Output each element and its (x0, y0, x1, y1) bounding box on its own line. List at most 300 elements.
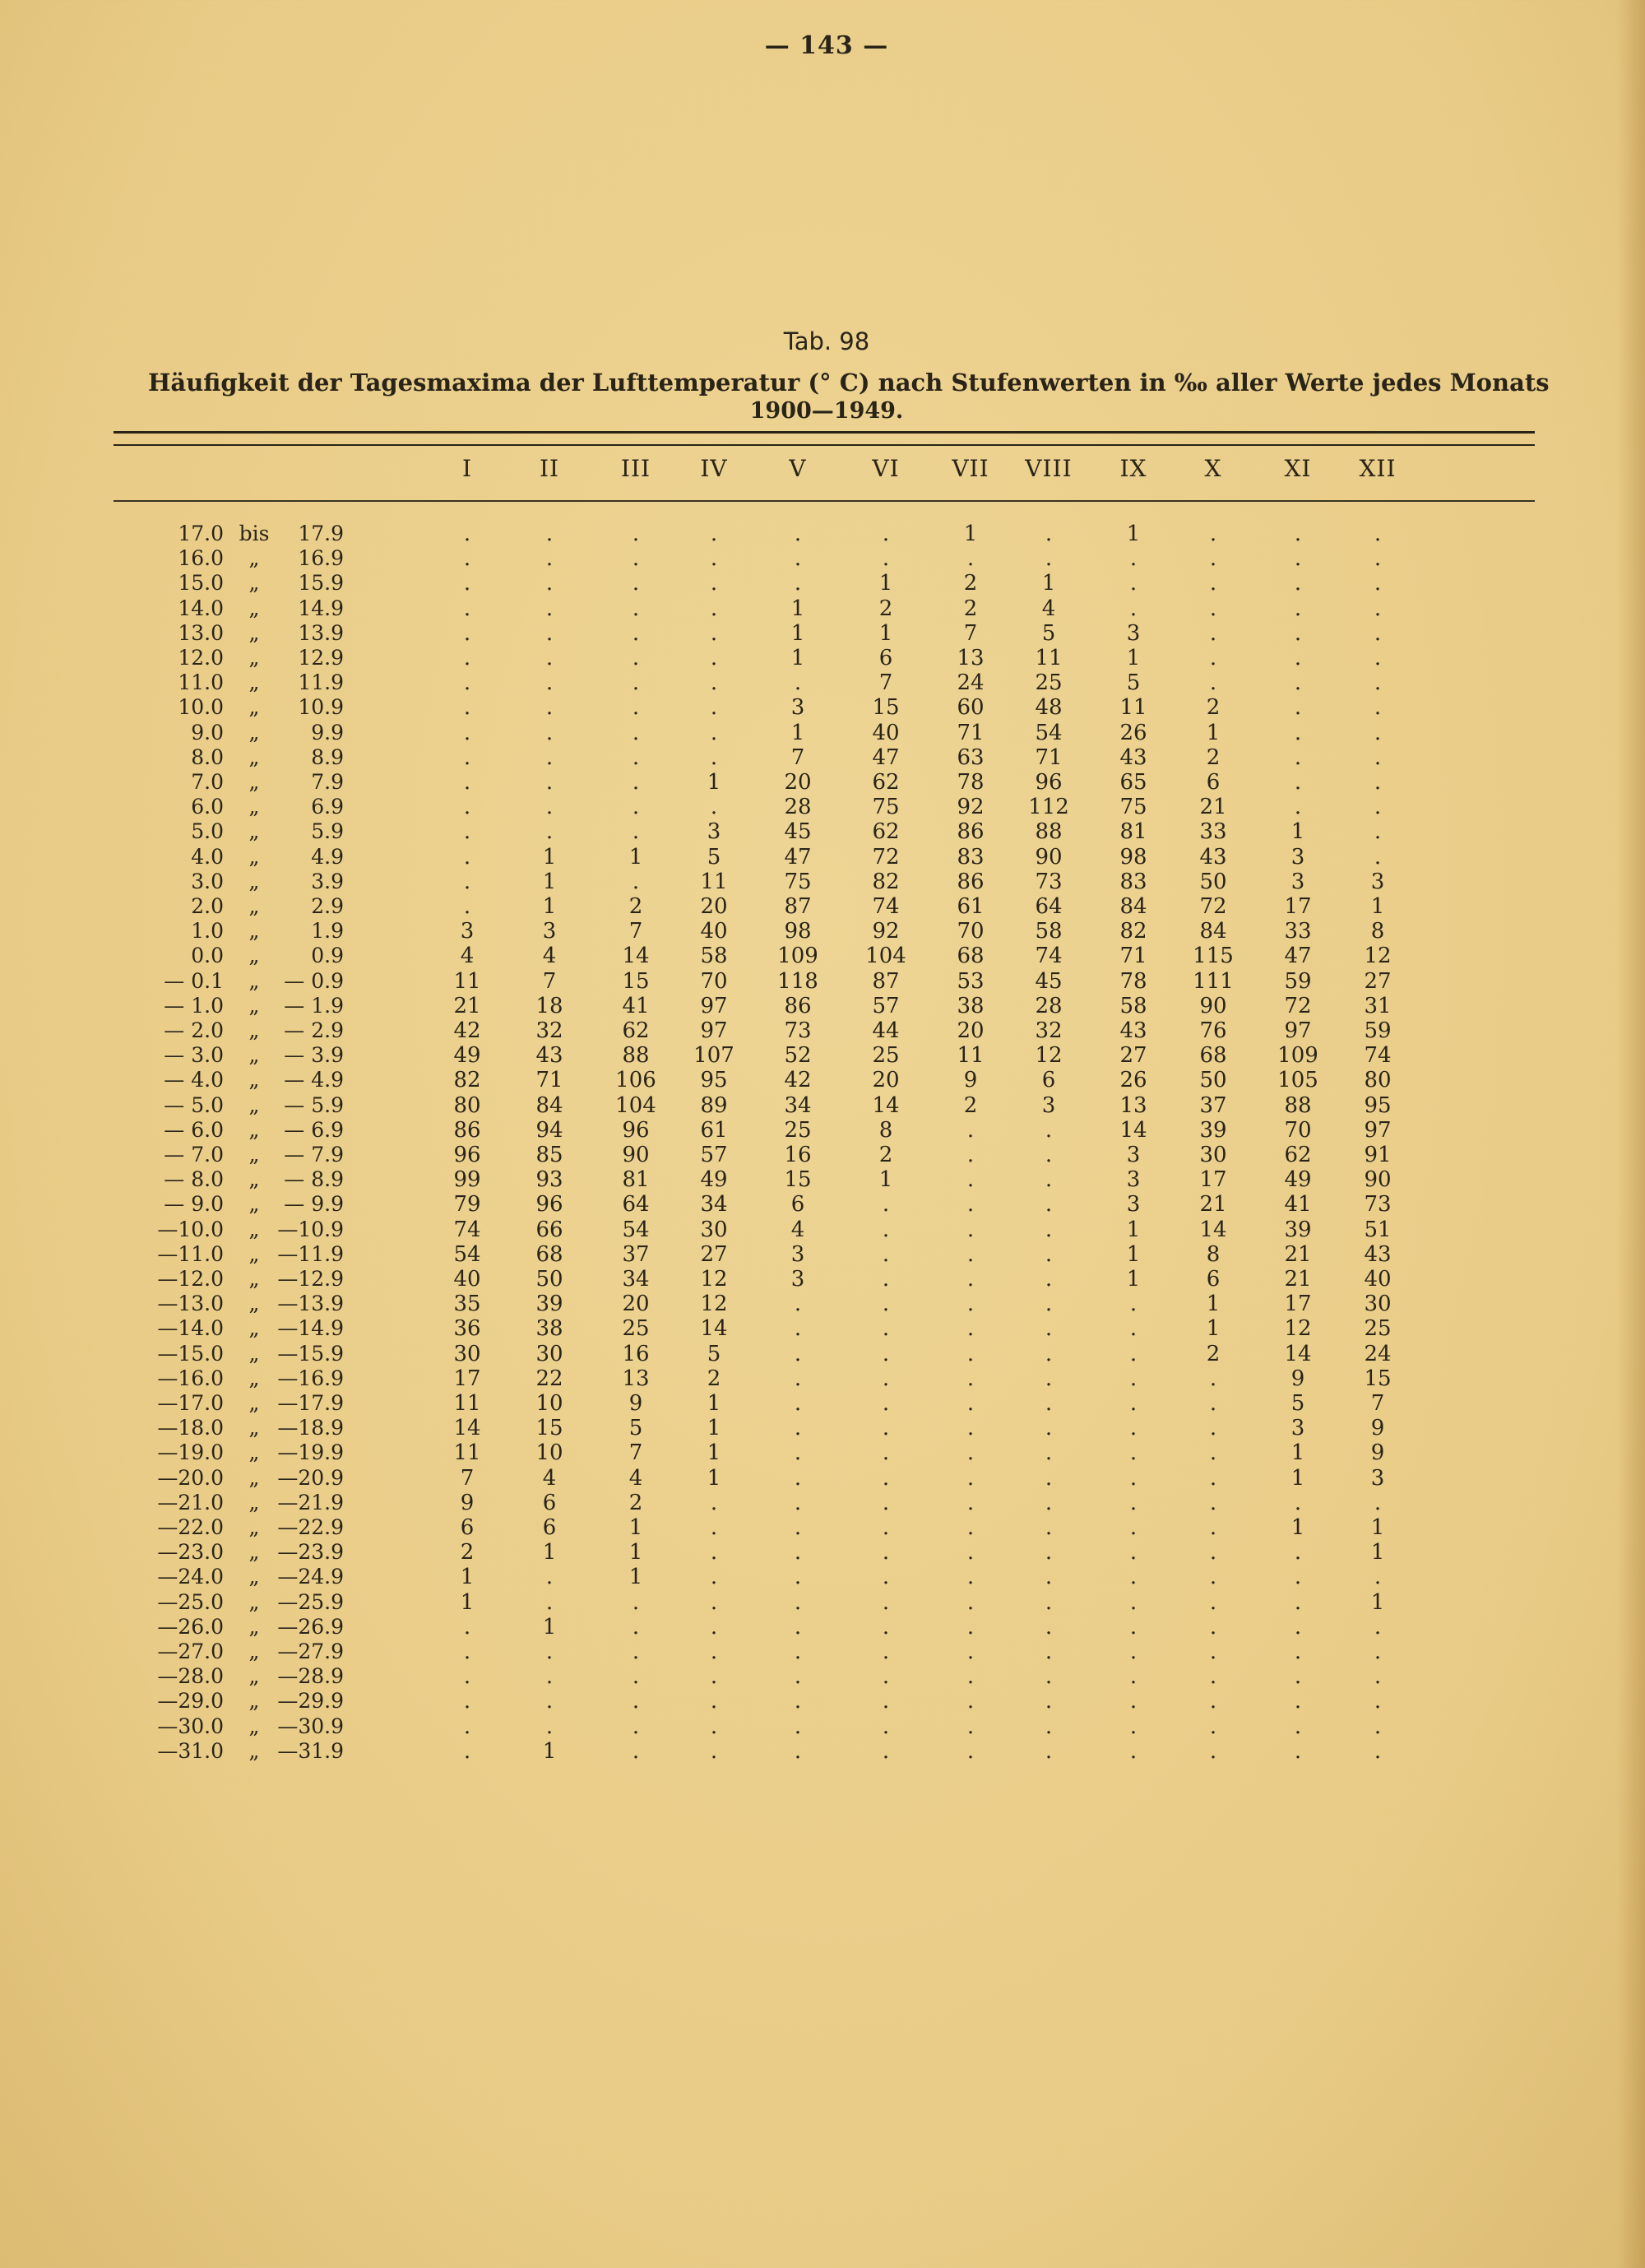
table-cell: . (1129, 1316, 1138, 1342)
table-cell: . (794, 1664, 802, 1690)
table-cell: 86 (784, 993, 812, 1018)
table-cell: . (794, 1416, 802, 1441)
range-separator: „ (248, 1316, 260, 1341)
table-cell: . (794, 1738, 802, 1764)
month-header: III (620, 455, 651, 482)
table-cell: 30 (700, 1217, 728, 1242)
table-cell: . (794, 546, 802, 572)
table-cell: 2 (963, 571, 978, 596)
table-cell: . (632, 720, 640, 745)
table-years: 1900—1949. (749, 398, 904, 424)
table-cell: 58 (700, 944, 728, 969)
table-cell: 14 (872, 1092, 900, 1118)
table-cell: . (463, 571, 471, 596)
table-cell: 11 (453, 1440, 481, 1466)
table-cell: 27 (1364, 968, 1392, 994)
table-cell: . (1209, 646, 1217, 670)
table-cell: 75 (1119, 795, 1147, 820)
range-upper-bound: —22.9 (277, 1515, 344, 1539)
table-cell: . (632, 795, 640, 820)
table-cell: 1 (1370, 1589, 1385, 1615)
table-cell: 1 (790, 596, 805, 621)
range-upper-bound: 17.9 (298, 522, 344, 545)
table-cell: 1 (1126, 1241, 1141, 1267)
table-cell: . (463, 819, 471, 845)
table-cell: 44 (872, 1018, 900, 1043)
table-cell: . (545, 1589, 554, 1615)
table-cell: . (794, 1589, 802, 1615)
table-cell: . (882, 1589, 890, 1615)
table-cell: . (1209, 1416, 1217, 1441)
table-cell: . (1209, 1714, 1217, 1739)
table-cell: 79 (453, 1192, 481, 1217)
table-cell: . (882, 1714, 890, 1739)
table-cell: 10 (535, 1440, 563, 1466)
range-lower-bound: 8.0 (191, 744, 224, 769)
table-cell: 97 (1364, 1117, 1392, 1143)
table-cell: . (1294, 571, 1302, 596)
range-upper-bound: 15.9 (298, 571, 344, 596)
table-cell: 88 (622, 1043, 650, 1069)
table-cell: 1 (1126, 1267, 1141, 1292)
table-cell: 1 (963, 522, 978, 546)
table-cell: . (1209, 522, 1217, 546)
range-separator: „ (248, 1167, 260, 1192)
range-upper-bound: — 3.9 (284, 1043, 344, 1068)
range-upper-bound: 11.9 (298, 670, 344, 695)
table-cell: 9 (1370, 1440, 1385, 1466)
table-cell: 15 (1364, 1366, 1392, 1391)
table-cell: . (1374, 670, 1382, 696)
range-separator: „ (248, 1018, 260, 1042)
table-cell: 41 (622, 993, 650, 1018)
table-cell: 42 (784, 1068, 812, 1093)
table-cell: . (1374, 1689, 1382, 1714)
table-cell: . (966, 1143, 975, 1167)
table-cell: 58 (1035, 919, 1063, 944)
table-cell: . (1045, 1117, 1053, 1143)
table-cell: 25 (622, 1316, 650, 1342)
table-cell: 111 (1193, 968, 1234, 994)
range-upper-bound: 13.9 (298, 620, 344, 645)
table-cell: 50 (1199, 869, 1227, 894)
range-upper-bound: — 4.9 (284, 1068, 344, 1092)
table-cell: . (463, 869, 471, 894)
table-cell: . (463, 646, 471, 670)
table-cell: 1 (1291, 1465, 1305, 1491)
range-separator: „ (248, 795, 260, 819)
range-lower-bound: —14.0 (157, 1316, 224, 1341)
table-cell: . (632, 1714, 640, 1739)
table-cell: . (1129, 546, 1138, 572)
range-separator: „ (248, 1241, 260, 1266)
table-cell: . (794, 1465, 802, 1491)
table-cell: . (545, 695, 554, 721)
table-cell: 1 (1291, 819, 1305, 845)
range-upper-bound: —25.9 (277, 1589, 344, 1614)
range-separator: „ (248, 1267, 260, 1291)
table-cell: 115 (1193, 944, 1234, 969)
table-cell: . (1209, 1440, 1217, 1466)
table-cell: 38 (535, 1316, 563, 1342)
table-cell: 13 (1119, 1092, 1147, 1118)
table-cell: 13 (957, 646, 985, 670)
table-cell: . (966, 1241, 975, 1267)
table-cell: 7 (963, 620, 978, 646)
table-cell: . (882, 1241, 890, 1267)
table-row (0, 1043, 1645, 1068)
table-cell: 96 (535, 1192, 563, 1217)
table-cell: 40 (1364, 1267, 1392, 1292)
range-lower-bound: —22.0 (157, 1515, 224, 1539)
table-cell: 33 (1284, 919, 1312, 944)
table-cell: . (1294, 720, 1302, 745)
table-cell: 2 (1206, 695, 1221, 721)
table-cell: . (1129, 1614, 1138, 1640)
table-cell: 70 (1284, 1117, 1312, 1143)
table-cell: 32 (1035, 1018, 1063, 1043)
table-cell: 18 (535, 993, 563, 1018)
table-cell: . (1129, 1490, 1138, 1515)
table-cell: . (1045, 1341, 1053, 1366)
table-cell: 43 (1119, 1018, 1147, 1043)
table-cell: 5 (707, 1341, 721, 1366)
table-cell: . (1045, 1192, 1053, 1217)
table-cell: 17 (1199, 1167, 1227, 1193)
range-upper-bound: 16.9 (298, 546, 344, 571)
table-cell: 2 (1206, 744, 1221, 770)
table-cell: 90 (1035, 844, 1063, 870)
range-lower-bound: 17.0 (178, 522, 224, 545)
table-cell: . (1045, 1217, 1053, 1242)
table-cell: . (1374, 1738, 1382, 1764)
table-cell: 45 (1035, 968, 1063, 994)
table-cell: 4 (542, 1465, 557, 1491)
table-cell: 80 (1364, 1068, 1392, 1093)
table-cell: 1 (1291, 1440, 1305, 1466)
table-cell: 3 (1291, 869, 1305, 894)
table-cell: 1 (1126, 646, 1141, 670)
table-cell: 47 (1284, 944, 1312, 969)
table-cell: . (463, 720, 471, 745)
table-cell: 98 (1119, 844, 1147, 870)
month-header: X (1204, 455, 1222, 482)
range-lower-bound: 14.0 (178, 596, 224, 620)
table-cell: . (1045, 1614, 1053, 1640)
month-header: IV (700, 455, 728, 482)
table-cell: . (545, 1689, 554, 1714)
table-cell: . (632, 620, 640, 646)
table-cell: . (1045, 1589, 1053, 1615)
table-cell: 54 (1035, 720, 1063, 745)
table-cell: . (463, 1640, 471, 1664)
range-upper-bound: —17.9 (277, 1391, 344, 1415)
table-cell: . (794, 1490, 802, 1515)
table-cell: . (1129, 1738, 1138, 1764)
range-upper-bound: — 7.9 (284, 1143, 344, 1166)
table-cell: 15 (784, 1167, 812, 1193)
table-cell: 24 (1364, 1341, 1392, 1366)
table-cell: . (710, 596, 718, 621)
table-cell: 27 (1119, 1043, 1147, 1069)
range-lower-bound: 5.0 (191, 819, 224, 844)
month-header: XI (1284, 455, 1312, 482)
table-cell: 5 (1126, 670, 1141, 696)
table-cell: . (710, 695, 718, 721)
table-cell: . (1209, 1589, 1217, 1615)
range-upper-bound: —30.9 (277, 1714, 344, 1738)
table-cell: 50 (535, 1267, 563, 1292)
table-cell: 3 (1126, 1143, 1141, 1167)
range-lower-bound: —17.0 (157, 1391, 224, 1415)
table-row (0, 621, 1645, 646)
table-cell: 8 (878, 1117, 893, 1143)
table-cell: 98 (784, 919, 812, 944)
range-upper-bound: — 6.9 (284, 1117, 344, 1142)
table-cell: . (794, 1515, 802, 1540)
table-cell: 96 (622, 1117, 650, 1143)
table-cell: 1 (707, 1416, 721, 1441)
table-cell: . (882, 1465, 890, 1491)
table-cell: . (710, 646, 718, 670)
table-cell: 73 (1364, 1192, 1392, 1217)
table-cell: 61 (700, 1117, 728, 1143)
table-cell: 3 (542, 919, 557, 944)
range-lower-bound: — 5.0 (164, 1092, 224, 1117)
table-cell: . (966, 1738, 975, 1764)
table-cell: 3 (790, 1241, 805, 1267)
table-cell: 4 (1041, 596, 1056, 621)
table-cell: . (463, 1714, 471, 1739)
table-cell: 71 (535, 1068, 563, 1093)
table-cell: . (966, 1416, 975, 1441)
table-cell: . (966, 1217, 975, 1242)
range-lower-bound: — 4.0 (164, 1068, 224, 1092)
table-cell: 57 (872, 993, 900, 1018)
range-separator: „ (248, 1416, 260, 1440)
table-cell: 72 (1199, 894, 1227, 919)
table-row (0, 1416, 1645, 1440)
table-cell: . (966, 546, 975, 572)
range-upper-bound: —13.9 (277, 1292, 344, 1316)
table-cell: . (794, 1316, 802, 1342)
table-cell: 40 (872, 720, 900, 745)
table-cell: 43 (1199, 844, 1227, 870)
table-cell: 20 (957, 1018, 985, 1043)
table-cell: 3 (1370, 869, 1385, 894)
table-cell: . (966, 1341, 975, 1366)
table-cell: 84 (1199, 919, 1227, 944)
table-cell: 10 (535, 1391, 563, 1416)
table-cell: . (463, 546, 471, 572)
table-cell: . (1209, 1490, 1217, 1515)
table-cell: . (1045, 1440, 1053, 1466)
table-cell: 20 (872, 1068, 900, 1093)
table-cell: 84 (535, 1092, 563, 1118)
table-cell: 52 (784, 1043, 812, 1069)
table-cell: . (1129, 596, 1138, 621)
table-cell: 34 (700, 1192, 728, 1217)
table-cell: . (1294, 1490, 1302, 1515)
table-cell: 3 (1126, 620, 1141, 646)
table-row (0, 1615, 1645, 1640)
table-cell: . (1045, 1664, 1053, 1690)
range-lower-bound: —12.0 (157, 1267, 224, 1291)
table-cell: 74 (1364, 1043, 1392, 1069)
table-cell: . (1374, 1640, 1382, 1664)
table-cell: 63 (957, 744, 985, 770)
range-upper-bound: —24.9 (277, 1565, 344, 1589)
table-cell: 1 (542, 1738, 557, 1764)
table-cell: . (1374, 744, 1382, 770)
range-upper-bound: — 0.9 (284, 968, 344, 993)
table-cell: 1 (460, 1589, 475, 1615)
table-cell: 1 (542, 1614, 557, 1640)
table-cell: . (632, 571, 640, 596)
table-cell: 14 (453, 1416, 481, 1441)
range-upper-bound: — 2.9 (284, 1018, 344, 1042)
table-cell: . (1129, 1714, 1138, 1739)
range-lower-bound: —28.0 (157, 1664, 224, 1689)
range-lower-bound: 12.0 (178, 646, 224, 670)
table-cell: 70 (957, 919, 985, 944)
table-cell: . (1129, 1640, 1138, 1664)
table-cell: 33 (1199, 819, 1227, 845)
table-cell: . (632, 770, 640, 795)
range-lower-bound: —27.0 (157, 1640, 224, 1663)
range-separator: „ (248, 695, 260, 720)
table-cell: . (1294, 1714, 1302, 1739)
table-row (0, 1018, 1645, 1043)
table-cell: 9 (1291, 1366, 1305, 1391)
month-header: VIII (1025, 455, 1073, 482)
table-cell: . (1294, 695, 1302, 721)
table-cell: . (632, 670, 640, 696)
table-cell: . (882, 1192, 890, 1217)
table-cell: 89 (700, 1092, 728, 1118)
table-cell: . (463, 670, 471, 696)
table-cell: 2 (460, 1540, 475, 1565)
range-lower-bound: — 7.0 (164, 1143, 224, 1166)
range-lower-bound: 0.0 (191, 944, 224, 968)
table-cell: 40 (453, 1267, 481, 1292)
table-cell: . (1045, 1540, 1053, 1565)
table-cell: 64 (1035, 894, 1063, 919)
range-upper-bound: —14.9 (277, 1316, 344, 1341)
table-cell: . (545, 596, 554, 621)
range-upper-bound: — 5.9 (284, 1092, 344, 1117)
table-cell: 31 (1364, 993, 1392, 1018)
table-cell: 30 (453, 1341, 481, 1366)
table-cell: . (966, 1490, 975, 1515)
table-cell: . (1294, 770, 1302, 795)
table-cell: 90 (1364, 1167, 1392, 1193)
table-cell: 15 (535, 1416, 563, 1441)
table-cell: . (632, 869, 640, 894)
table-cell: . (1374, 1614, 1382, 1640)
table-cell: . (545, 720, 554, 745)
table-cell: . (632, 1664, 640, 1690)
range-separator: „ (248, 869, 260, 893)
table-cell: 51 (1364, 1217, 1392, 1242)
table-cell: . (882, 1391, 890, 1416)
range-upper-bound: 6.9 (311, 795, 344, 819)
table-cell: 41 (1284, 1192, 1312, 1217)
table-cell: . (463, 596, 471, 621)
range-upper-bound: — 1.9 (284, 993, 344, 1018)
table-cell: . (632, 1738, 640, 1764)
table-cell: . (710, 1614, 718, 1640)
table-cell: . (966, 1391, 975, 1416)
table-cell: 1 (1206, 1292, 1221, 1317)
table-cell: . (1129, 571, 1138, 596)
table-cell: . (1045, 1465, 1053, 1491)
table-cell: . (1294, 1664, 1302, 1690)
table-cell: 3 (1041, 1092, 1056, 1118)
table-cell: . (794, 1640, 802, 1664)
table-row (0, 721, 1645, 745)
range-upper-bound: —16.9 (277, 1366, 344, 1390)
table-cell: 65 (1119, 770, 1147, 795)
table-cell: 2 (963, 596, 978, 621)
table-cell: . (882, 1341, 890, 1366)
table-cell: 4 (790, 1217, 805, 1242)
table-cell: 12 (700, 1292, 728, 1317)
table-row (0, 944, 1645, 968)
table-cell: 78 (957, 770, 985, 795)
table-cell: 27 (700, 1241, 728, 1267)
range-lower-bound: —16.0 (157, 1366, 224, 1390)
table-cell: . (1129, 1540, 1138, 1565)
table-cell: 9 (460, 1490, 475, 1515)
table-cell: . (966, 1316, 975, 1342)
table-cell: . (966, 1192, 975, 1217)
table-row (0, 695, 1645, 720)
table-cell: . (794, 1440, 802, 1466)
range-separator: „ (248, 993, 260, 1018)
range-lower-bound: 1.0 (191, 919, 224, 944)
table-cell: . (710, 522, 718, 546)
table-cell: 20 (784, 770, 812, 795)
table-cell: 1 (542, 844, 557, 870)
range-separator: „ (248, 1664, 260, 1689)
table-cell: . (1294, 522, 1302, 546)
table-cell: 78 (1119, 968, 1147, 994)
table-cell: . (1045, 1167, 1053, 1193)
table-row (0, 1242, 1645, 1267)
range-separator: „ (248, 1092, 260, 1117)
table-cell: 11 (1035, 646, 1063, 670)
table-cell: 11 (453, 1391, 481, 1416)
month-header: I (461, 455, 473, 482)
table-cell: 22 (535, 1366, 563, 1391)
table-cell: 68 (957, 944, 985, 969)
table-cell: . (710, 1689, 718, 1714)
table-cell: . (1374, 720, 1382, 745)
table-cell: . (1129, 1664, 1138, 1690)
table-cell: . (1294, 795, 1302, 820)
range-lower-bound: —31.0 (157, 1738, 224, 1763)
table-cell: 73 (784, 1018, 812, 1043)
range-upper-bound: —26.9 (277, 1614, 344, 1639)
table-cell: . (966, 1640, 975, 1664)
table-cell: 71 (957, 720, 985, 745)
table-cell: 26 (1119, 720, 1147, 745)
table-cell: . (632, 1689, 640, 1714)
table-cell: . (1209, 546, 1217, 572)
table-cell: . (710, 720, 718, 745)
table-cell: 75 (872, 795, 900, 820)
